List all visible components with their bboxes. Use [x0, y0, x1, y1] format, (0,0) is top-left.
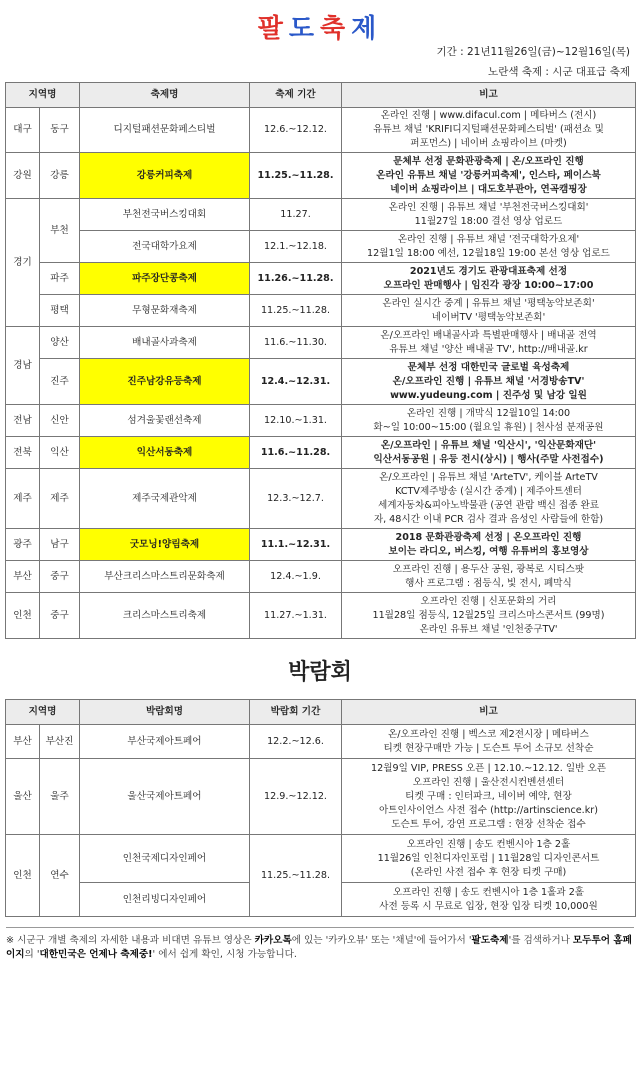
region-province: 광주	[6, 529, 40, 561]
title-char-2: 도	[288, 14, 320, 44]
festival-table	[5, 82, 636, 639]
header-festival-name: 축제명	[80, 83, 250, 108]
festival-name: 제주국제관악제	[80, 469, 250, 529]
expo-header-row	[6, 700, 636, 725]
region-city: 중구	[40, 593, 80, 639]
festival-note: 2021년도 경기도 관광대표축제 선정 오프라인 판매행사 | 임진각 광장 10:00~17:00	[342, 263, 636, 295]
region-city: 파주	[40, 263, 80, 295]
region-city: 익산	[40, 437, 80, 469]
festival-note: 온라인 진행 | 개막식 12월10일 14:00 화~일 10:00~15:00 (월요일 휴원) | 천사섬 분재공원	[342, 405, 636, 437]
expo-note: 오프라인 진행 | 송도 컨벤시아 1층 2홀 11월26일 인천디자인포럼 | 11월28일 디자인콘서트 (온라인 사전 접수 후 현장 티켓 구매)	[342, 835, 636, 883]
region-province: 울산	[6, 759, 40, 835]
expo-name: 인천국제디자인페어	[80, 835, 250, 883]
festival-name: 전국대학가요제	[80, 231, 250, 263]
expo-table	[5, 699, 636, 917]
festival-note: 온라인 실시간 중계 | 유튜브 채널 '평택농악보존회' 네이버TV '평택농악보존회'	[342, 295, 636, 327]
header-region: 지역명	[6, 83, 80, 108]
region-province: 부산	[6, 725, 40, 759]
festival-name: 파주장단콩축제	[80, 263, 250, 295]
header-festival-period: 축제 기간	[250, 83, 342, 108]
region-province: 인천	[6, 835, 40, 917]
region-city: 울주	[40, 759, 80, 835]
expo-name: 인천리빙디자인페어	[80, 883, 250, 917]
festival-name: 굿모닝!양림축제	[80, 529, 250, 561]
festival-note: 온라인 진행 | 유튜브 채널 '전국대학가요제' 12월1일 18:00 예선, 12월18일 19:00 본선 영상 업로드	[342, 231, 636, 263]
festival-period: 11.25.~11.28.	[250, 153, 342, 199]
festival-period: 12.4.~12.31.	[250, 359, 342, 405]
expo-section-title: 박람회	[288, 660, 352, 685]
header-region: 지역명	[6, 700, 80, 725]
festival-period: 11.25.~11.28.	[250, 295, 342, 327]
expo-note: 온/오프라인 진행 | 벡스코 제2전시장 | 메타버스 티켓 현장구매만 가능 | 도슨트 투어 소규모 선착순	[342, 725, 636, 759]
expo-note: 오프라인 진행 | 송도 컨벤시아 1층 1홀과 2홀 사전 등록 시 무료로 입장, 현장 입장 티켓 10,000원	[342, 883, 636, 917]
festival-note: 문체부 선정 문화관광축제 | 온/오프라인 진행 온라인 유튜브 채널 '강릉커피축제', 인스타, 페이스북 네이버 쇼핑라이브 | 대도호부관아, 연곡캠핑장	[342, 153, 636, 199]
festival-note: 온/오프라인 | 유튜브 채널 '익산시', '익산문화재단' 익산서동공원 | 유등 전시(상시) | 행사(주말 사전접수)	[342, 437, 636, 469]
festival-name: 부산크리스마스트리문화축제	[80, 561, 250, 593]
region-city: 연수	[40, 835, 80, 917]
footnote-text: 에 있는 '카카오뷰' 또는 '채널'에 들어가서 '	[291, 935, 472, 946]
festival-header-row	[6, 83, 636, 108]
festival-name: 디지털패션문화페스티벌	[80, 108, 250, 153]
festival-name: 배내골사과축제	[80, 327, 250, 359]
festival-name: 익산서동축제	[80, 437, 250, 469]
region-province: 제주	[6, 469, 40, 529]
title-char-4: 제	[351, 14, 383, 44]
region-province: 경기	[6, 199, 40, 327]
poster-page	[0, 8, 640, 1079]
header-expo-name: 박람회명	[80, 700, 250, 725]
header-note: 비고	[342, 700, 636, 725]
festival-period: 11.6.~11.28.	[250, 437, 342, 469]
period-text: 기간 : 21년11월26일(금)~12월16일(목)	[436, 46, 630, 58]
header-note: 비고	[342, 83, 636, 108]
table-row	[6, 359, 636, 405]
page-title	[0, 8, 640, 42]
festival-period: 11.1.~12.31.	[250, 529, 342, 561]
region-city: 부천	[40, 199, 80, 263]
table-row	[6, 561, 636, 593]
festival-period: 11.6.~11.30.	[250, 327, 342, 359]
table-row	[6, 529, 636, 561]
festival-note: 온/오프라인 | 유튜브 채널 'ArteTV', 케이블 ArteTV KCTV제주방송 (실시간 중계) | 제주아트센터 세계자동차&피아노박물관 (공연 관람 백신 접종 완료 자, 48시간 이내 PCR 검사 결과 음성인 사람들에 한함)	[342, 469, 636, 529]
festival-period: 12.6.~12.12.	[250, 108, 342, 153]
title-char-1: 팔	[257, 14, 289, 44]
region-province: 강원	[6, 153, 40, 199]
festival-period: 11.27.~1.31.	[250, 593, 342, 639]
expo-note: 12월9일 VIP, PRESS 오픈 | 12.10.~12.12. 일반 오픈 오프라인 진행 | 울산전시컨벤션센터 티켓 구매 : 인터파크, 네이버 예약, 현장 아트인사이언스 사전 접수 (http://artinscience.kr) 도슨트 투어, 강연 프로그램 : 현장 선착순 접수	[342, 759, 636, 835]
region-city: 평택	[40, 295, 80, 327]
festival-note: 오프라인 진행 | 신포문화의 거리 11월28일 점등식, 12월25일 크리스마스콘서트 (99명) 온라인 유튜브 채널 '인천중구TV'	[342, 593, 636, 639]
region-province: 전북	[6, 437, 40, 469]
table-row	[6, 725, 636, 759]
festival-name: 섬겨울꽃랜선축제	[80, 405, 250, 437]
region-province: 전남	[6, 405, 40, 437]
region-city: 강릉	[40, 153, 80, 199]
footnote-text: ' 에서 쉽게 확인, 시청 가능합니다.	[152, 949, 297, 960]
festival-period: 12.1.~12.18.	[250, 231, 342, 263]
table-row	[6, 108, 636, 153]
footnote-paldo: 팔도축제	[471, 935, 509, 946]
festival-period: 11.26.~11.28.	[250, 263, 342, 295]
legend-text: 노란색 축제 : 시군 대표급 축제	[488, 66, 630, 78]
festival-note: 오프라인 진행 | 용두산 공원, 광복로 시티스팟 행사 프로그램 : 점등식, 빛 전시, 폐막식	[342, 561, 636, 593]
table-row	[6, 835, 636, 883]
footnote-korea-festival: 대한민국은 언제나 축제중!	[39, 949, 153, 960]
festival-note: 온라인 진행 | www.difacul.com | 메타버스 (전시) 유튜브 채널 'KRIFI디지털패션문화페스티벌' (패션쇼 및 퍼포먼스) | 네이버 쇼핑라이브 (마켓)	[342, 108, 636, 153]
table-row	[6, 437, 636, 469]
festival-period: 12.3.~12.7.	[250, 469, 342, 529]
expo-name: 부산국제아트페어	[80, 725, 250, 759]
festival-name: 무형문화재축제	[80, 295, 250, 327]
region-city: 제주	[40, 469, 80, 529]
region-city: 동구	[40, 108, 80, 153]
festival-note: 온/오프라인 배내골사과 특별판매행사 | 배내골 전역 유튜브 채널 '양산 배내골 TV', http://배내골.kr	[342, 327, 636, 359]
footnote-text: ※ 시군구 개별 축제의 자세한 내용과 비대면 유튜브 영상은	[6, 935, 255, 946]
table-row	[6, 153, 636, 199]
festival-name: 크리스마스트리축제	[80, 593, 250, 639]
footnote-kakaotalk: 카카오톡	[254, 935, 292, 946]
header-expo-period: 박람회 기간	[250, 700, 342, 725]
region-province: 경남	[6, 327, 40, 405]
footnote	[6, 927, 634, 962]
region-city: 신안	[40, 405, 80, 437]
region-city: 중구	[40, 561, 80, 593]
region-city: 부산진	[40, 725, 80, 759]
festival-note: 문체부 선정 대한민국 글로벌 육성축제 온/오프라인 진행 | 유튜브 채널 '서경방송TV' www.yudeung.com | 진주성 및 남강 일원	[342, 359, 636, 405]
table-row	[6, 327, 636, 359]
footnote-text: 의 '	[24, 949, 40, 960]
table-row	[6, 469, 636, 529]
expo-period: 11.25.~11.28.	[250, 835, 342, 917]
region-city: 남구	[40, 529, 80, 561]
expo-period: 12.9.~12.12.	[250, 759, 342, 835]
festival-note: 2018 문화관광축제 선정 | 온오프라인 진행 보이는 라디오, 버스킹, 여행 유튜버의 홍보영상	[342, 529, 636, 561]
region-province: 대구	[6, 108, 40, 153]
festival-period: 12.4.~1.9.	[250, 561, 342, 593]
region-city: 진주	[40, 359, 80, 405]
region-province: 부산	[6, 561, 40, 593]
table-row	[6, 593, 636, 639]
title-char-3: 축	[320, 14, 352, 44]
table-row	[6, 759, 636, 835]
festival-name: 부천전국버스킹대회	[80, 199, 250, 231]
expo-name: 울산국제아트페어	[80, 759, 250, 835]
festival-period: 11.27.	[250, 199, 342, 231]
festival-name: 진주남강유등축제	[80, 359, 250, 405]
festival-note: 온라인 진행 | 유튜브 채널 '부천전국버스킹대회' 11월27일 18:00 결선 영상 업로드	[342, 199, 636, 231]
table-row	[6, 199, 636, 231]
footnote-modetour: 모두투어 홈페이지	[6, 935, 632, 960]
table-row	[6, 295, 636, 327]
expo-period: 12.2.~12.6.	[250, 725, 342, 759]
footnote-text: '를 검색하거나	[508, 935, 573, 946]
festival-period: 12.10.~1.31.	[250, 405, 342, 437]
festival-name: 강릉커피축제	[80, 153, 250, 199]
table-row	[6, 263, 636, 295]
table-row	[6, 405, 636, 437]
table-row	[6, 231, 636, 263]
region-province: 인천	[6, 593, 40, 639]
region-city: 양산	[40, 327, 80, 359]
